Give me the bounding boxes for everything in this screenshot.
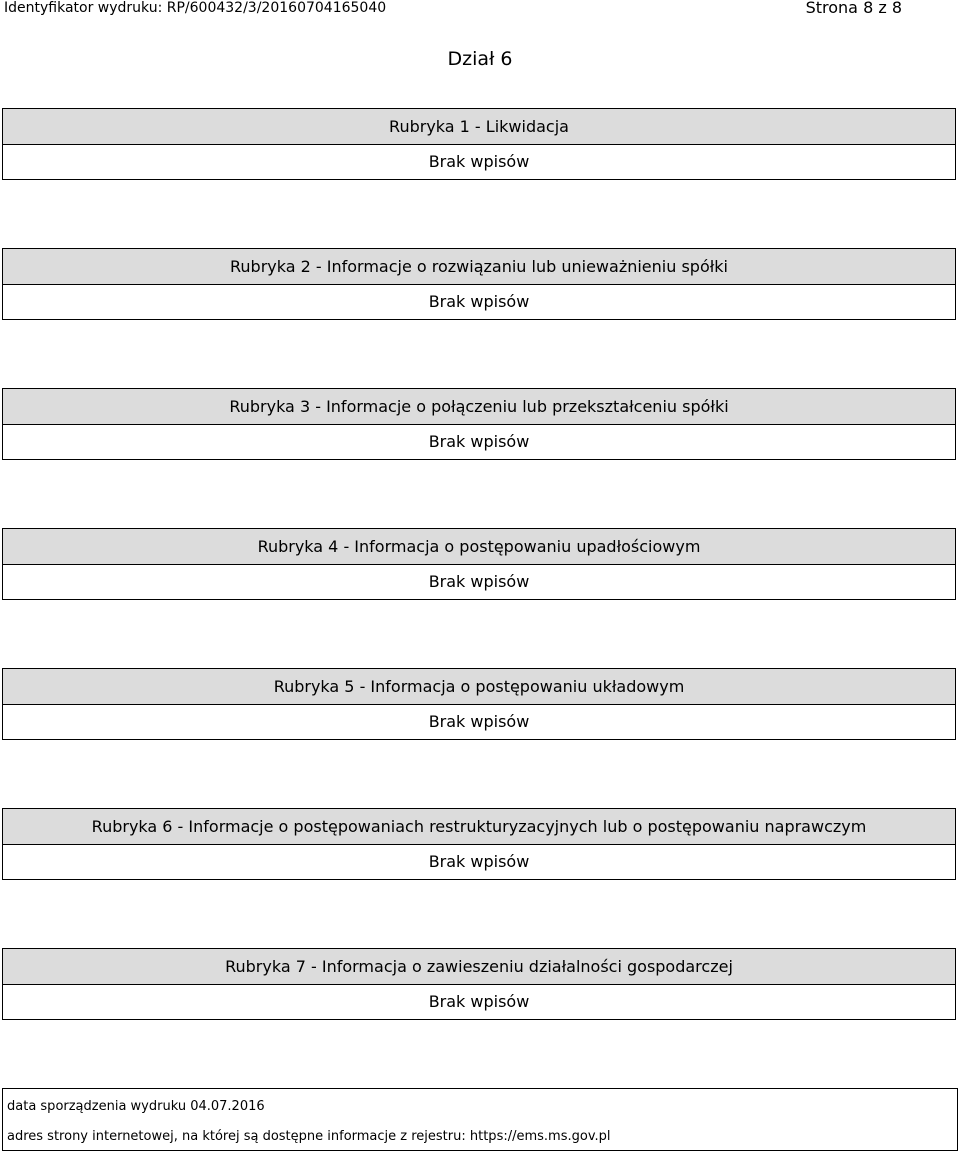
rubryka-1-content: Brak wpisów — [3, 145, 955, 179]
page-number: Strona 8 z 8 — [805, 0, 902, 17]
rubryka-4-content: Brak wpisów — [3, 565, 955, 599]
rubryka-3-box — [2, 388, 956, 460]
rubryka-6-title: Rubryka 6 - Informacje o postępowaniach restrukturyzacyjnych lub o postępowaniu naprawczym — [3, 809, 955, 845]
rubryka-4-box — [2, 528, 956, 600]
rubryka-1-box — [2, 108, 956, 180]
rubryka-7-content: Brak wpisów — [3, 985, 955, 1019]
rubryka-7-title: Rubryka 7 - Informacja o zawieszeniu działalności gospodarczej — [3, 949, 955, 985]
registry-address: adres strony internetowej, na której są dostępne informacje z rejestru: https://ems.ms.gov.pl — [7, 1129, 611, 1144]
rubryka-3-title: Rubryka 3 - Informacje o połączeniu lub przekształceniu spółki — [3, 389, 955, 425]
rubryka-6-box — [2, 808, 956, 880]
rubryka-7-box — [2, 948, 956, 1020]
print-date: data sporządzenia wydruku 04.07.2016 — [7, 1099, 265, 1114]
rubryka-5-title: Rubryka 5 - Informacja o postępowaniu układowym — [3, 669, 955, 705]
rubryka-5-box — [2, 668, 956, 740]
rubryka-2-title: Rubryka 2 - Informacje o rozwiązaniu lub unieważnieniu spółki — [3, 249, 955, 285]
rubryka-6-content: Brak wpisów — [3, 845, 955, 879]
rubryka-4-title: Rubryka 4 - Informacja o postępowaniu upadłościowym — [3, 529, 955, 565]
section-title: Dział 6 — [447, 48, 513, 70]
rubryka-2-box — [2, 248, 956, 320]
print-footer — [2, 1088, 958, 1151]
rubryka-2-content: Brak wpisów — [3, 285, 955, 319]
rubryka-1-title: Rubryka 1 - Likwidacja — [3, 109, 955, 145]
rubryka-5-content: Brak wpisów — [3, 705, 955, 739]
rubryka-3-content: Brak wpisów — [3, 425, 955, 459]
print-identifier: Identyfikator wydruku: RP/600432/3/20160704165040 — [4, 0, 387, 16]
